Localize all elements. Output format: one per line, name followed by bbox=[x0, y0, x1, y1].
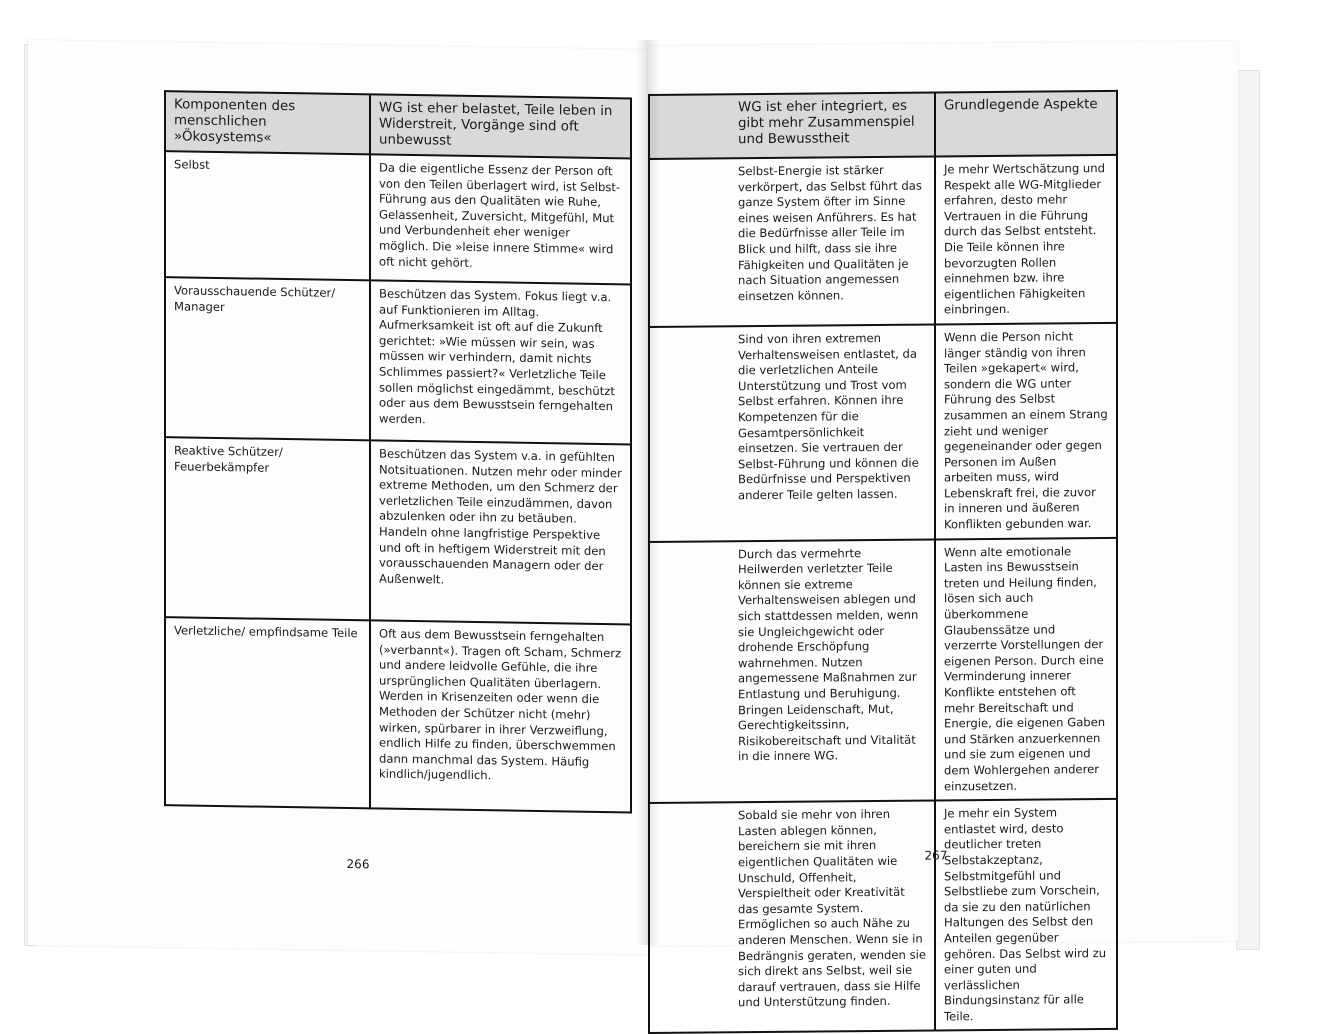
row-integrated bbox=[649, 539, 935, 803]
row-aspects bbox=[935, 538, 1117, 801]
table-row bbox=[165, 277, 631, 444]
row-integrated bbox=[649, 324, 935, 541]
row-component bbox=[165, 437, 370, 620]
book-gutter bbox=[636, 40, 660, 945]
burdened-text: Beschützen das System. Fokus liegt v.a. auf Funktionieren im Alltag. Aufmerksamkeit ist oft auf die Zukunft gerichtet: »Wie müssen wir sein, was müssen wir verhindern, damit nichts Schlimmes passiert?« Verletzliche Teile sollen möglichst eingedämmt, beschützt oder aus dem Bewusstsein ferngehalten werden. bbox=[379, 286, 615, 426]
row-integrated bbox=[649, 156, 935, 326]
component-label: Selbst bbox=[174, 157, 210, 172]
integrated-text: Sobald sie mehr von ihren Lasten ablegen können, bereichern sie mit ihren eigentlichen Qualitäten wie Unschuld, Offenheit, Verspieltheit oder Kreativität das gesamte System. Ermöglichen so auch Nähe zu anderen Menschen. Wenn sie in Bedrängnis geraten, wenden sie sich direkt ans Selbst, weil sie darauf vertrauen, dass sie Hilfe und Unterstützung finden. bbox=[738, 807, 926, 1010]
row-burdened bbox=[370, 154, 631, 284]
integrated-text: Durch das vermehrte Heilwerden verletzter Teile können sie extreme Verhaltensweisen ablegen und sich stattdessen melden, wenn sie Ungleichgewicht oder drohende Erschöpfung wahrnehmen. Nutzen angemessene Maßnahmen zur Entlastung und Beruhigung. Bringen Leidenschaft, Mut, Gerechtigkeitssinn, Risikobereitschaft und Vitalität in die innere WG. bbox=[738, 545, 919, 764]
row-component bbox=[165, 151, 370, 280]
table-row bbox=[649, 323, 1117, 542]
left-table bbox=[164, 90, 632, 813]
header-aspects bbox=[935, 91, 1117, 157]
component-label: Verletzliche/ empfindsame Teile bbox=[174, 623, 358, 641]
aspects-text: Je mehr ein System entlastet wird, desto deutlicher treten Selbstakzeptanz, Selbstmitgefühl und Selbstliebe zum Vorschein, da sie zu den natürlichen Haltungen des Selbst den Anteilen gegenüber gehören. Das Selbst wird zu einer guten und verlässlichen Bindungsinstanz für alle Teile. bbox=[944, 805, 1107, 1024]
burdened-text: Oft aus dem Bewusstsein ferngehalten (»verbannt«). Tragen oft Scham, Schmerz und andere leidvolle Gefühle, die ihre ursprünglichen Qualitäten überlagern. Werden in Krisenzeiten oder wenn die Methoden der Schützer nicht (mehr) wirken, spürbarer in ihrer Verzweiflung, endlich Hilfe zu finden, überschwemmen dann manchmal das System. Häufig kindlich/jugendlich. bbox=[379, 626, 622, 783]
right-table bbox=[648, 90, 1118, 1034]
header-integrated bbox=[649, 92, 935, 158]
component-label: Vorausschauende Schützer/ Manager bbox=[174, 283, 336, 314]
row-component bbox=[165, 617, 370, 808]
table-row bbox=[649, 799, 1117, 1033]
table-row bbox=[165, 151, 631, 284]
integrated-text: Selbst-Energie ist stärker verkörpert, das Selbst führt das ganze System öfter im Sinne eines weisen Anführers. Es hat die Bedürfnisse aller Teile im Blick und hilft, dass sie ihre Fähigkeiten und Qualitäten je nach Situation angemessen einsetzen können. bbox=[738, 162, 922, 303]
row-aspects bbox=[935, 155, 1117, 325]
row-aspects bbox=[935, 323, 1117, 539]
aspects-text: Je mehr Wertschätzung und Respekt alle WG-Mitglieder erfahren, desto mehr Vertrauen in die Führung durch das Selbst entsteht. Die Teile können ihre bevorzugten Rollen einnehmen bzw. ihre eigentlichen Fähigkeiten einbringen. bbox=[944, 161, 1105, 317]
component-label: Reaktive Schützer/ Feuerbekämpfer bbox=[174, 443, 283, 475]
table-row bbox=[165, 617, 631, 812]
table-row bbox=[165, 437, 631, 624]
row-aspects bbox=[935, 799, 1117, 1031]
left-page bbox=[28, 40, 648, 955]
header-components bbox=[165, 91, 370, 154]
header-burdened-text: WG ist eher belastet, Teile leben in Widerstreit, Vorgänge sind oft unbewusst bbox=[379, 100, 613, 149]
row-burdened bbox=[370, 620, 631, 812]
header-aspects-text: Grundlegende Aspekte bbox=[944, 97, 1098, 114]
page-number-right: 267 bbox=[924, 848, 948, 863]
aspects-text: Wenn die Person nicht länger ständig von ihren Teilen »gekapert« wird, sondern die WG unter Führung des Selbst zusammen an einem Strang zieht und weniger gegeneinander oder gegen Personen im Außen arbeiten muss, wird Lebenskraft frei, die zuvor in inneren und äußeren Konflikten gebunden war. bbox=[944, 329, 1108, 532]
burdened-text: Beschützen das System v.a. in gefühlten Notsituationen. Nutzen mehr oder minder extreme Methoden, um den Schmerz der verletzlichen Teile einzudämmen, davon abzulenken oder ihn zu betäuben. Handeln ohne langfristige Perspektive und oft in heftigem Widerstreit mit den vorausschauenden Managern oder der Außenwelt. bbox=[379, 446, 622, 587]
header-row bbox=[649, 91, 1117, 159]
header-components-text: Komponenten des menschlichen »Ökosystems« bbox=[174, 97, 296, 146]
page-number-left: 266 bbox=[346, 857, 370, 872]
table-row bbox=[649, 155, 1117, 327]
burdened-text: Da die eigentliche Essenz der Person oft von den Teilen überlagert wird, ist Selbst-Führung aus den Qualitäten wie Ruhe, Gelassenheit, Zuversicht, Mitgefühl, Mut und Verbundenheit eher weniger möglich. Die »leise innere Stimme« wird oft nicht gehört. bbox=[379, 160, 621, 270]
right-page bbox=[648, 41, 1238, 1024]
right-page-edge bbox=[1236, 70, 1260, 950]
table-row bbox=[649, 538, 1117, 804]
row-component bbox=[165, 277, 370, 440]
aspects-text: Wenn alte emotionale Lasten ins Bewusstsein treten und Heilung finden, lösen sich auch überkommene Glaubenssätze und verzerrte Vorstellungen der eigenen Person. Durch eine Verminderung innerer Konflikte entstehen oft mehr Bereitschaft und Energie, die eigenen Gaben und Stärken anzuerkennen und sie zum eigenen und dem Wohlergehen anderer einzusetzen. bbox=[944, 543, 1106, 793]
header-row bbox=[165, 91, 631, 158]
header-integrated-text: WG ist eher integriert, es gibt mehr Zusammenspiel und Bewusstheit bbox=[738, 98, 915, 148]
header-burdened bbox=[370, 94, 631, 158]
row-integrated bbox=[649, 801, 935, 1034]
integrated-text: Sind von ihren extremen Verhaltensweisen entlastet, da die verletzlichen Anteile Unterstützung und Trost vom Selbst erfahren. Können ihre Kompetenzen für die Gesamtpersönlichkeit einsetzen. Sie vertrauen der Selbst-Führung und können die Bedürfnisse und Perspektiven anderer Teile gelten lassen. bbox=[738, 330, 919, 503]
row-burdened bbox=[370, 440, 631, 624]
row-burdened bbox=[370, 280, 631, 444]
